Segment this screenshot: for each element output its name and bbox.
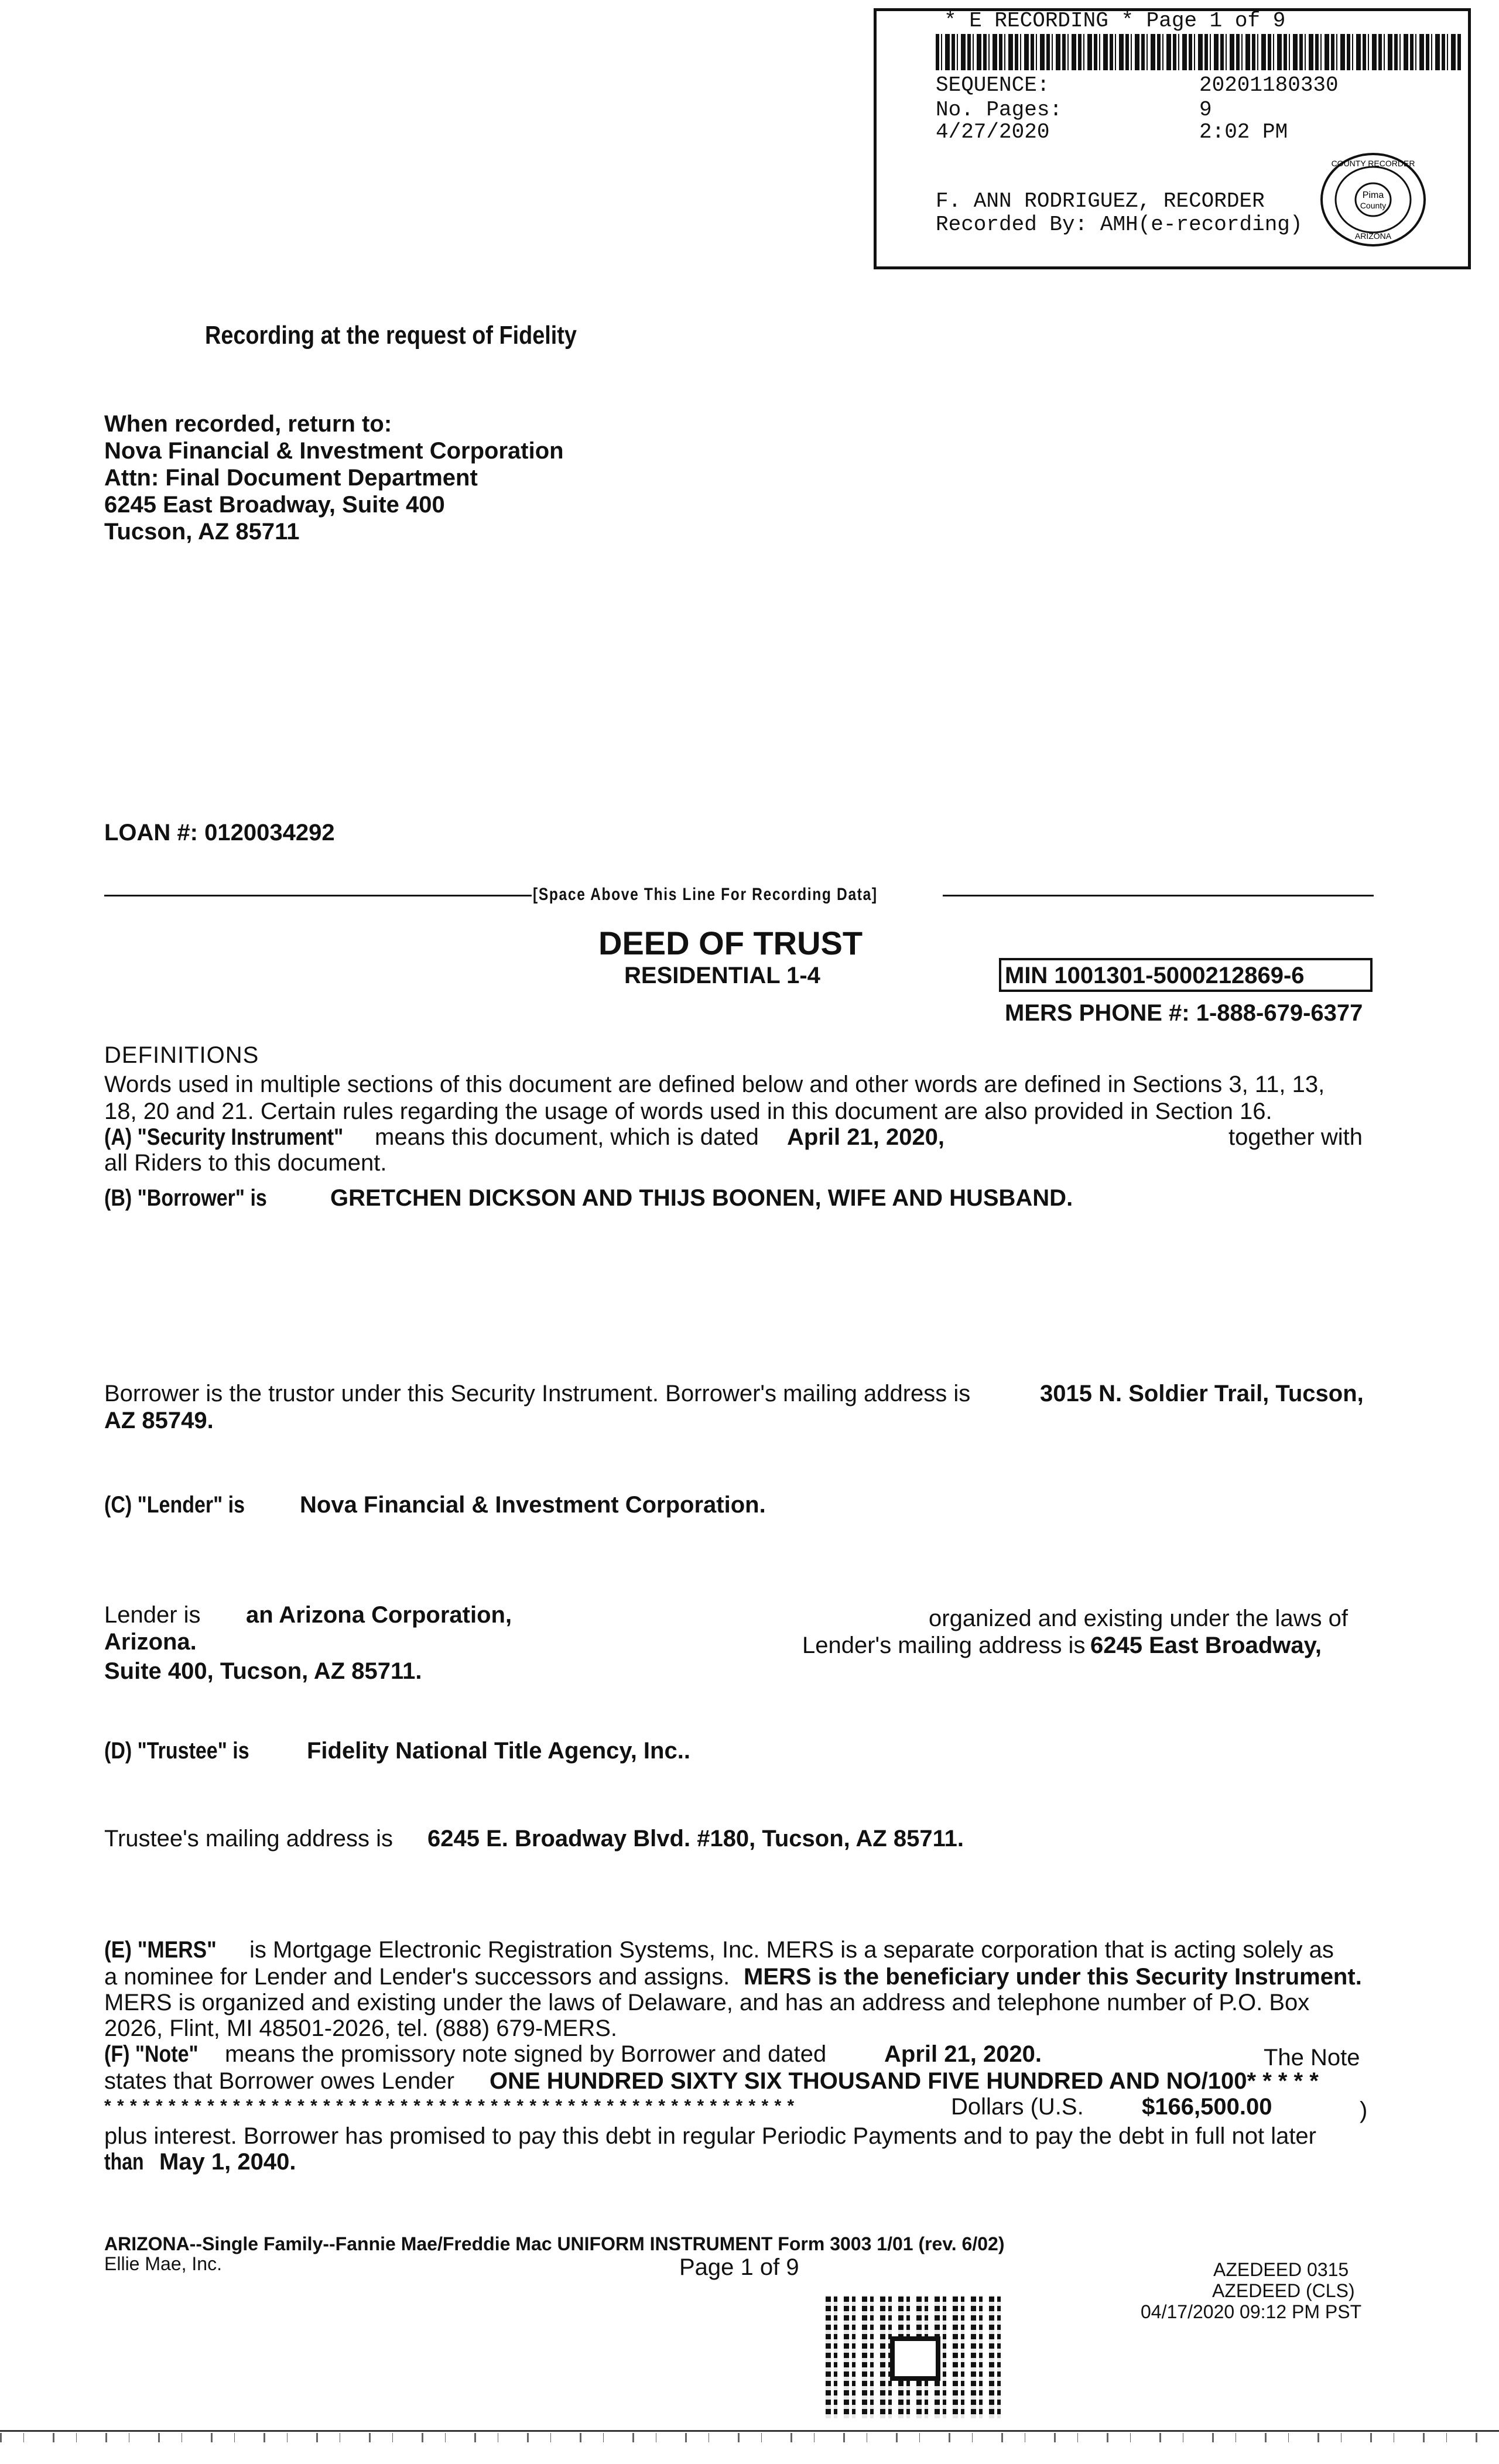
trustee-mailing-value: 6245 E. Broadway Blvd. #180, Tucson, AZ 85711. [427, 1826, 964, 1852]
definitions-heading: DEFINITIONS [104, 1042, 259, 1068]
return-to-company: Nova Financial & Investment Corporation [104, 438, 564, 464]
document-title: DEED OF TRUST [598, 925, 863, 961]
mers-beneficiary: MERS is the beneficiary under this Security Instrument. [744, 1964, 1362, 1990]
mers-text-1: is Mortgage Electronic Registration Systems, Inc. MERS is a separate corporation that is acting solely as [249, 1937, 1334, 1963]
note-paren: ) [1360, 2097, 1368, 2123]
space-line-left [104, 895, 532, 896]
stamp-date: 4/27/2020 [936, 120, 1050, 144]
recording-request: Recording at the request of Fidelity [205, 321, 577, 350]
mers-text-2a: a nominee for Lender and Lender's successors and assigns. [104, 1964, 730, 1990]
scan-edge-marks [0, 2433, 1499, 2442]
definition-a-text: means this document, which is dated [375, 1124, 759, 1150]
min-number: MIN 1001301-5000212869-6 [1005, 963, 1305, 988]
sequence-label: SEQUENCE: [936, 73, 1050, 97]
svg-text:Pima: Pima [1362, 190, 1384, 200]
space-line-right [943, 895, 1374, 896]
definitions-intro-1: Words used in multiple sections of this document are defined below and other words are defined in Sections 3, 11, 13, [104, 1072, 1325, 1097]
trustor-text: Borrower is the trustor under this Security Instrument. Borrower's mailing address is [104, 1381, 971, 1406]
lender-is-label: Lender is [104, 1602, 201, 1628]
trustee-name: Fidelity National Title Agency, Inc.. [307, 1738, 690, 1764]
lender-address-2: Suite 400, Tucson, AZ 85711. [104, 1658, 422, 1684]
scan-edge-line [0, 2430, 1499, 2432]
definition-c-label: (C) "Lender" is [104, 1492, 245, 1518]
note-tail: The Note [1264, 2045, 1360, 2071]
note-maturity-date: May 1, 2040. [159, 2149, 296, 2175]
note-amount: $166,500.00 [1142, 2094, 1272, 2120]
note-dollars-label: Dollars (U.S. [951, 2094, 1084, 2120]
footer-vendor: Ellie Mae, Inc. [104, 2253, 222, 2274]
footer-page-number: Page 1 of 9 [679, 2254, 799, 2280]
stamp-time: 2:02 PM [1199, 120, 1288, 144]
document-subtitle: RESIDENTIAL 1-4 [624, 963, 820, 988]
footer-form: ARIZONA--Single Family--Fannie Mae/Freddie Mac UNIFORM INSTRUMENT Form 3003 1/01 (rev. 6/02) [104, 2233, 1005, 2254]
definition-f-label: (F) "Note" [104, 2041, 199, 2067]
recorder-name: F. ANN RODRIGUEZ, RECORDER [936, 189, 1265, 213]
return-to-heading: When recorded, return to: [104, 411, 392, 437]
return-to-attn: Attn: Final Document Department [104, 465, 478, 491]
footer-code-1: AZEDEED 0315 [1213, 2259, 1349, 2280]
lender-type: an Arizona Corporation, [246, 1602, 512, 1628]
definition-a-label: (A) "Security Instrument" [104, 1124, 344, 1150]
sequence-value: 20201180330 [1199, 73, 1339, 97]
space-above-line: [Space Above This Line For Recording Data] [533, 885, 878, 904]
definition-a-tail: together with [1228, 1124, 1363, 1150]
note-stars: * * * * * * * * * * * * * * * * * * * * * * * * * * * * * * * * * * * * * * * * * * * * * * * * * * * * * * [104, 2096, 795, 2116]
definition-b-label: (B) "Borrower" is [104, 1185, 267, 1211]
footer-timestamp: 04/17/2020 09:12 PM PST [1141, 2301, 1362, 2322]
definition-a-line2: all Riders to this document. [104, 1150, 387, 1176]
return-to-city: Tucson, AZ 85711 [104, 519, 300, 545]
lender-mailing-value: 6245 East Broadway, [1090, 1633, 1322, 1658]
note-text-4: plus interest. Borrower has promised to pay this debt in regular Periodic Payments and to pay the debt in full not later [104, 2123, 1316, 2149]
definitions-intro-2: 18, 20 and 21. Certain rules regarding the usage of words used in this document are also provided in Section 16. [104, 1098, 1272, 1124]
footer-code-2: AZEDEED (CLS) [1212, 2280, 1355, 2301]
note-text-1: means the promissory note signed by Borrower and dated [225, 2041, 827, 2067]
svg-text:ARIZONA: ARIZONA [1354, 231, 1392, 241]
definition-a-date: April 21, 2020, [787, 1124, 945, 1150]
qr-code-icon [826, 2295, 1001, 2418]
pages-value: 9 [1199, 98, 1212, 122]
borrower-address-2: AZ 85749. [104, 1408, 214, 1433]
stamp-header: * E RECORDING * Page 1 of 9 [944, 9, 1286, 33]
mers-text-4: 2026, Flint, MI 48501-2026, tel. (888) 679-MERS. [104, 2015, 618, 2041]
note-than: than [104, 2149, 144, 2175]
lender-organized: organized and existing under the laws of [929, 1606, 1349, 1631]
pages-label: No. Pages: [936, 98, 1063, 122]
borrower-address-1: 3015 N. Soldier Trail, Tucson, [1040, 1381, 1364, 1406]
return-to-street: 6245 East Broadway, Suite 400 [104, 492, 445, 518]
lender-mailing-label: Lender's mailing address is [802, 1633, 1086, 1658]
mers-text-3: MERS is organized and existing under the laws of Delaware, and has an address and telephone number of P.O. Box [104, 1990, 1310, 2015]
county-seal-icon [1317, 150, 1429, 249]
lender-name: Nova Financial & Investment Corporation. [300, 1492, 766, 1518]
note-date: April 21, 2020. [884, 2041, 1042, 2067]
svg-text:COUNTY RECORDER: COUNTY RECORDER [1331, 159, 1415, 168]
definition-e-label: (E) "MERS" [104, 1937, 217, 1963]
mers-phone: MERS PHONE #: 1-888-679-6377 [1005, 1000, 1363, 1026]
note-text-2: states that Borrower owes Lender [104, 2068, 455, 2094]
definition-d-label: (D) "Trustee" is [104, 1738, 249, 1764]
svg-text:County: County [1360, 201, 1387, 210]
loan-number: LOAN #: 0120034292 [104, 820, 335, 846]
recorded-by: Recorded By: AMH(e-recording) [936, 213, 1303, 237]
stamp-barcode [936, 34, 1463, 70]
lender-state: Arizona. [104, 1629, 197, 1655]
borrower-names: GRETCHEN DICKSON AND THIJS BOONEN, WIFE AND HUSBAND. [330, 1185, 1073, 1211]
trustee-mailing-label: Trustee's mailing address is [104, 1826, 393, 1852]
note-amount-words: ONE HUNDRED SIXTY SIX THOUSAND FIVE HUNDRED AND NO/100* * * * * [490, 2068, 1319, 2094]
